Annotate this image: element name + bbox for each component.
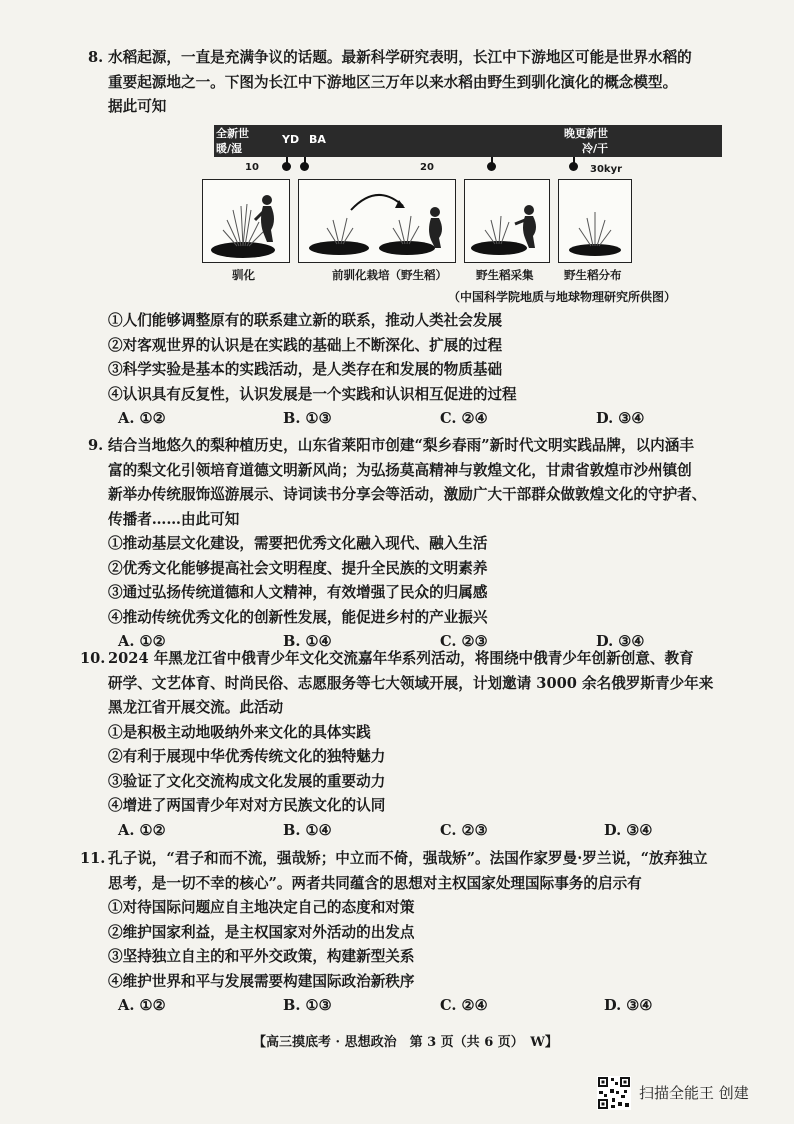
question-stem-line: 结合当地悠久的梨种植历史，山东省莱阳市创建“梨乡春雨”新时代文明实践品牌，以内涵丰: [108, 437, 694, 454]
panel-caption: 野生稻分布: [564, 268, 622, 282]
scanner-watermark: 扫描全能王 创建: [639, 1084, 749, 1102]
choice-b: B. ①③: [283, 997, 332, 1014]
question-9: [88, 434, 708, 655]
choice-d: D. ③④: [604, 997, 653, 1014]
choice-c: C. ②④: [440, 997, 488, 1014]
domestication-illustration: [203, 180, 289, 262]
question-8-options: [108, 309, 708, 432]
option-statement: ①对待国际问题应自主地决定自己的态度和对策: [108, 899, 415, 916]
timeline-right-label-bottom: 冷/干: [582, 142, 609, 155]
choice-a: A. ①②: [118, 821, 166, 839]
question-11: [80, 847, 708, 1019]
panel-wild-distribution: [558, 179, 632, 263]
timeline-bar: [214, 125, 722, 157]
question-number: 11.: [80, 850, 106, 867]
question-8: [88, 46, 708, 120]
choice-c: C. ②③: [440, 633, 488, 650]
option-statement: ③通过弘扬传统道德和人文精神，有效增强了民众的归属感: [108, 584, 488, 601]
page-footer: 【高三摸底考 · 思想政治 第 3 页（共 6 页） W】: [253, 1035, 558, 1050]
question-number: 9.: [88, 437, 104, 454]
option-statement: ②有利于展现中华优秀传统文化的独特魅力: [108, 748, 386, 765]
question-stem-line: 据此可知: [108, 98, 167, 115]
question-stem-line: 传播者……由此可知: [108, 510, 240, 528]
option-statement: ④推动传统优秀文化的创新性发展，能促进乡村的产业振兴: [108, 608, 488, 626]
timeline-marker: [282, 162, 291, 171]
question-stem-line: 思考，是一切不幸的核心”。两者共同蕴含的思想对主权国家处理国际事务的启示有: [108, 874, 642, 892]
question-stem-line: 重要起源地之一。下图为长江中下游地区三万年以来水稻由野生到驯化演化的概念模型。: [108, 73, 678, 91]
question-stem-line: 富的梨文化引领培育道德文明新风尚；为弘扬莫高精神与敦煌文化，甘肃省敦煌市沙州镇创: [108, 461, 692, 479]
question-stem-line: 2024 年黑龙江省中俄青少年文化交流嘉年华系列活动，将围绕中俄青少年创新创意、教育: [108, 650, 694, 667]
choice-b: B. ①④: [283, 821, 332, 839]
figure-source: （中国科学院地质与地球物理研究所供图）: [448, 290, 677, 304]
choice-b: B. ①④: [283, 633, 332, 650]
timeline-ba-label: BA: [309, 133, 326, 146]
timeline-tick-10: 10: [245, 162, 259, 173]
timeline-tick-20: 20: [420, 162, 434, 173]
choice-b: B. ①③: [283, 410, 332, 427]
question-stem-line: 水稻起源，一直是充满争议的话题。最新科学研究表明，长江中下游地区可能是世界水稻的: [108, 49, 692, 66]
pre-domestication-illustration: [299, 180, 455, 262]
choice-d: D. ③④: [604, 821, 653, 839]
question-stem-line: 孔子说，“君子和而不流，强哉矫；中立而不倚，强哉矫”。法国作家罗曼·罗兰说，“放弃独立: [108, 850, 708, 867]
timeline-left-label-bottom: 暖/湿: [216, 142, 243, 155]
choice-c: C. ②④: [440, 410, 488, 427]
option-statement: ①人们能够调整原有的联系建立新的联系，推动人类社会发展: [108, 312, 503, 329]
timeline-marker: [569, 162, 578, 171]
answer-choices: [108, 994, 708, 1019]
option-statement: ②维护国家利益，是主权国家对外活动的出发点: [108, 923, 415, 941]
timeline-marker: [300, 162, 309, 171]
panel-caption: 前驯化栽培（野生稻）: [332, 268, 447, 282]
option-statement: ①推动基层文化建设，需要把优秀文化融入现代、融入生活: [108, 535, 488, 552]
option-statement: ②对客观世界的认识是在实践的基础上不断深化、扩展的过程: [108, 336, 503, 354]
wild-collection-illustration: [465, 180, 549, 262]
timeline-marker: [487, 162, 496, 171]
qr-code-icon: [597, 1076, 631, 1110]
option-statement: ④维护世界和平与发展需要构建国际政治新秩序: [108, 972, 415, 990]
option-statement: ②优秀文化能够提高社会文明程度、提升全民族的文明素养: [108, 559, 488, 577]
choice-a: A. ①②: [118, 410, 166, 427]
panel-wild-collection: [464, 179, 550, 263]
timeline-right-label-top: 晚更新世: [564, 127, 608, 140]
option-statement: ①是积极主动地吸纳外来文化的具体实践: [108, 723, 371, 741]
panel-caption: 野生稻采集: [476, 268, 534, 282]
choice-d: D. ③④: [596, 410, 645, 427]
panel-caption: 驯化: [232, 268, 255, 282]
rice-evolution-figure: [200, 125, 730, 305]
panel-domestication: [202, 179, 290, 263]
timeline-yd-label: YD: [282, 133, 300, 146]
panel-pre-domestication: [298, 179, 456, 263]
wild-distribution-illustration: [559, 180, 631, 262]
option-statement: ③科学实验是基本的实践活动，是人类存在和发展的物质基础: [108, 361, 503, 378]
option-statement: ③验证了文化交流构成文化发展的重要动力: [108, 772, 386, 790]
choice-c: C. ②③: [440, 821, 488, 839]
timeline-tick-30: 30kyr: [590, 164, 623, 175]
question-number: 10.: [80, 650, 106, 667]
question-stem-line: 黑龙江省开展交流。此活动: [108, 699, 284, 716]
option-statement: ④增进了两国青少年对对方民族文化的认同: [108, 797, 386, 814]
answer-choices: [108, 407, 708, 432]
question-stem-line: 新举办传统服饰巡游展示、诗词读书分享会等活动，激励广大干部群众做敦煌文化的守护者、: [108, 486, 707, 503]
choice-d: D. ③④: [596, 633, 645, 650]
answer-choices: [108, 819, 708, 844]
option-statement: ④认识具有反复性，认识发展是一个实践和认识相互促进的过程: [108, 385, 517, 403]
choice-a: A. ①②: [118, 997, 166, 1014]
question-stem-line: 研学、文艺体育、时尚民俗、志愿服务等七大领域开展，计划邀请 3000 余名俄罗斯青少年来: [108, 674, 714, 692]
timeline-left-label-top: 全新世: [216, 127, 249, 140]
option-statement: ③坚持独立自主的和平外交政策，构建新型关系: [108, 948, 415, 965]
question-10: [80, 647, 714, 843]
question-number: 8.: [88, 49, 104, 66]
choice-a: A. ①②: [118, 633, 166, 650]
